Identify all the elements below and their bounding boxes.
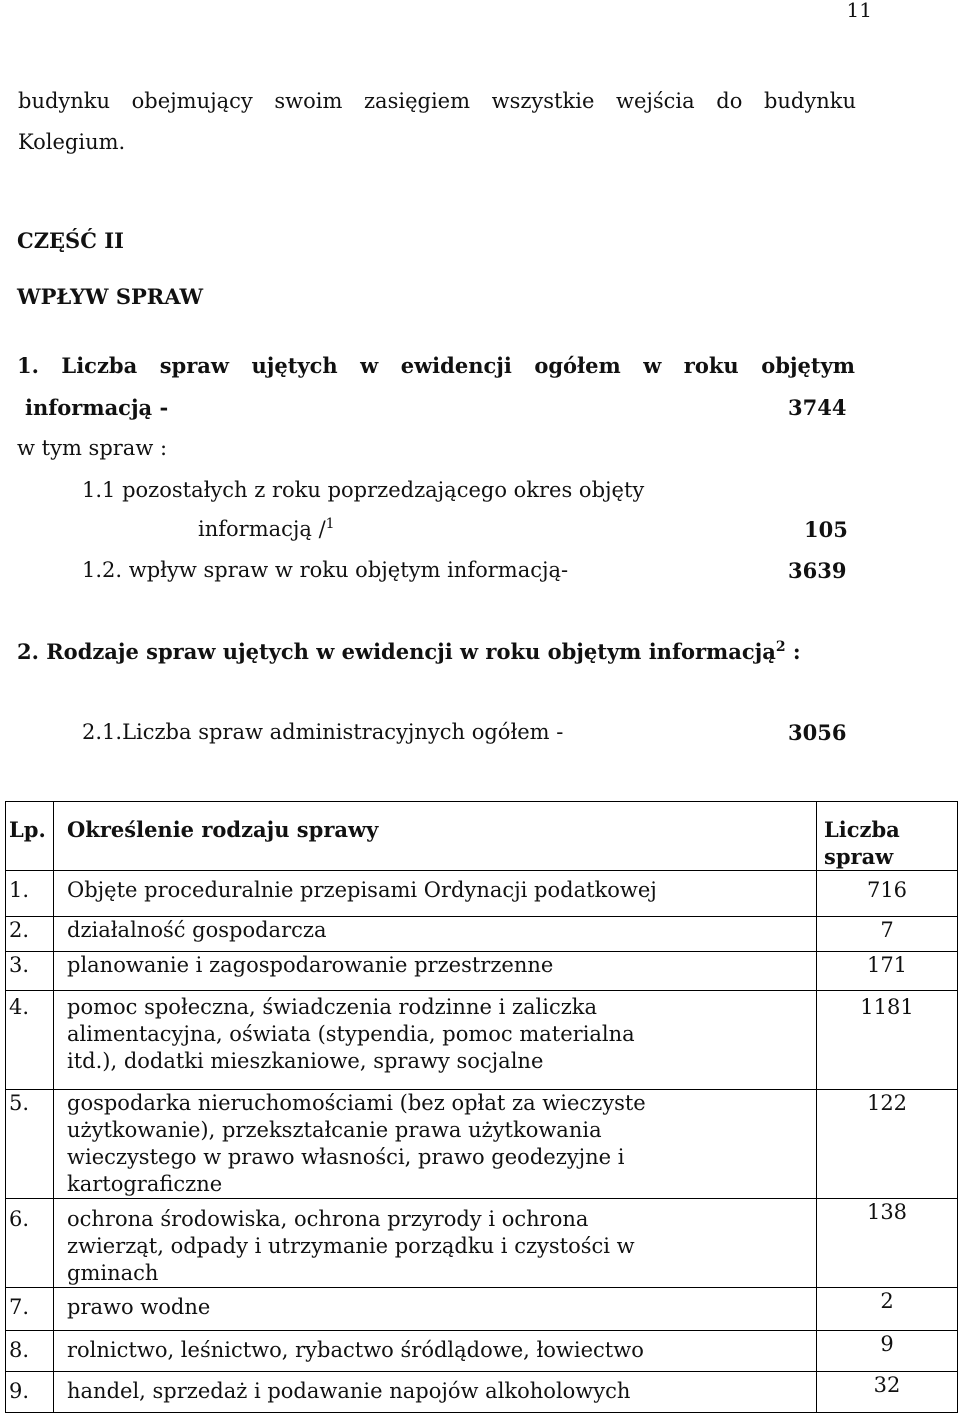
row-description: rolnictwo, leśnictwo, rybactwo śródlądowe, łowiectwo <box>54 1331 817 1372</box>
part-subtitle: WPŁYW SPRAW <box>17 284 204 309</box>
row-description: planowanie i zagospodarowanie przestrzenne <box>54 952 817 991</box>
row-lp: 9. <box>6 1372 54 1413</box>
case-types-table <box>5 801 958 1413</box>
section1-heading-line-2: informacją - <box>25 395 169 420</box>
row-description: Objęte proceduralnie przepisami Ordynacji podatkowej <box>54 871 817 917</box>
row-lp: 6. <box>6 1199 54 1288</box>
table-row <box>6 991 958 1090</box>
table-row <box>6 917 958 952</box>
intro-line-1: budynku obejmujący swoim zasięgiem wszystkie wejścia do budynku <box>18 89 856 113</box>
section1-total: 3744 <box>788 395 847 420</box>
section2-heading: 2. Rodzaje spraw ujętych w ewidencji w roku objętym informacją$^2$ : <box>17 639 801 664</box>
row-lp: 4. <box>6 991 54 1090</box>
section1-item2-value: 3639 <box>788 558 847 583</box>
row-description: ochrona środowiska, ochrona przyrody i ochrona zwierząt, odpady i utrzymanie porządku i czystości w gminach <box>54 1199 817 1288</box>
table-row <box>6 1331 958 1372</box>
row-count: 9 <box>817 1331 958 1372</box>
part-title: CZĘŚĆ II <box>17 228 124 253</box>
row-count: 122 <box>817 1090 958 1199</box>
row-description: prawo wodne <box>54 1288 817 1331</box>
header-lp: Lp. <box>6 802 54 871</box>
table-row <box>6 1199 958 1288</box>
row-count: 7 <box>817 917 958 952</box>
row-count: 716 <box>817 871 958 917</box>
row-description: gospodarka nieruchomościami (bez opłat za wieczyste użytkowanie), przekształcanie prawa użytkowania wieczystego w prawo własności, prawo geodezyjne i kartograficzne <box>54 1090 817 1199</box>
row-count: 171 <box>817 952 958 991</box>
section1-item2: 1.2. wpływ spraw w roku objętym informacją- <box>82 558 569 582</box>
header-count: Liczba spraw <box>817 802 958 871</box>
section1-item1-value: 105 <box>804 517 848 542</box>
table-header-row <box>6 802 958 871</box>
section1-item1-line-1: 1.1 pozostałych z roku poprzedzającego okres objęty <box>82 478 645 502</box>
row-description: działalność gospodarcza <box>54 917 817 952</box>
row-lp: 5. <box>6 1090 54 1199</box>
section2-sub-label: 2.1.Liczba spraw administracyjnych ogółem - <box>82 720 564 744</box>
section1-item1-line-2: informacją /$^1$ <box>198 516 335 541</box>
row-count: 138 <box>817 1199 958 1288</box>
row-count: 1181 <box>817 991 958 1090</box>
section2-sub-value: 3056 <box>788 720 847 745</box>
row-lp: 7. <box>6 1288 54 1331</box>
table-row <box>6 1288 958 1331</box>
row-lp: 1. <box>6 871 54 917</box>
row-description: handel, sprzedaż i podawanie napojów alkoholowych <box>54 1372 817 1413</box>
table-row <box>6 1090 958 1199</box>
row-count: 2 <box>817 1288 958 1331</box>
table-row <box>6 952 958 991</box>
table-row <box>6 871 958 917</box>
section1-heading-line-1: 1. Liczba spraw ujętych w ewidencji ogółem w roku objętym <box>17 353 855 378</box>
row-lp: 3. <box>6 952 54 991</box>
row-count: 32 <box>817 1372 958 1413</box>
row-lp: 2. <box>6 917 54 952</box>
intro-line-2: Kolegium. <box>18 130 126 154</box>
section1-subheading: w tym spraw : <box>17 436 168 460</box>
table-row <box>6 1372 958 1413</box>
page-number: 11 <box>846 0 872 22</box>
row-lp: 8. <box>6 1331 54 1372</box>
row-description: pomoc społeczna, świadczenia rodzinne i zaliczka alimentacyjna, oświata (stypendia, pomoc materialna itd.), dodatki mieszkaniowe, sprawy socjalne <box>54 991 817 1090</box>
header-description: Określenie rodzaju sprawy <box>54 802 817 871</box>
